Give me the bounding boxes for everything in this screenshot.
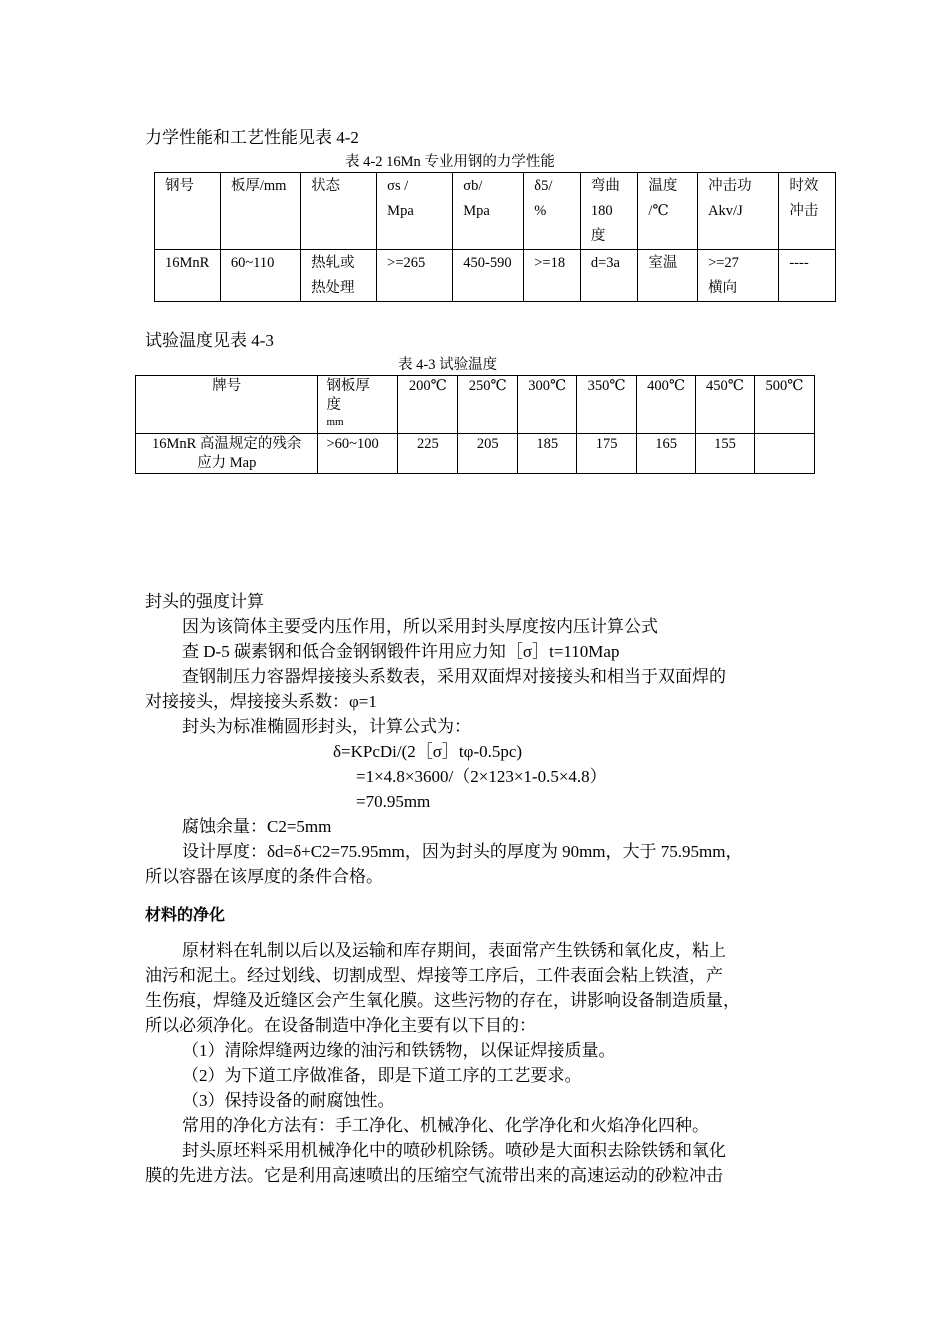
header-yield-strength: σs / Mpa [377, 173, 453, 250]
cell-temp-250: 205 [458, 434, 518, 474]
table-4-3 [135, 375, 815, 474]
cell-bend: d=3a [580, 250, 638, 302]
cell-temperature: 室温 [638, 250, 698, 302]
paragraph-line: 膜的先进方法。它是利用高速喷出的压缩空气流带出来的高速运动的砂粒冲击 [145, 1166, 723, 1185]
cell-temp-400: 165 [637, 434, 696, 474]
header-temperature: 温度 /℃ [638, 173, 698, 250]
table-4-3-header-row [136, 376, 815, 434]
table-4-3-caption: 表 4-3 试验温度 [398, 357, 498, 373]
header-condition: 状态 [301, 173, 377, 250]
header-plate-thickness: 钢板厚 度 mm [318, 376, 398, 434]
table-4-2-data-row [155, 250, 836, 302]
cell-tensile-strength: 450-590 [453, 250, 524, 302]
paragraph-line: 所以必须净化。在设备制造中净化主要有以下目的： [145, 1016, 536, 1035]
header-elongation: δ5/ % [524, 173, 581, 250]
cell-yield-strength: >=265 [377, 250, 453, 302]
cell-thickness: 60~110 [220, 250, 300, 302]
cell-temp-500 [754, 434, 814, 474]
header-temp-450: 450℃ [696, 376, 755, 434]
header-temp-200: 200℃ [398, 376, 458, 434]
table-4-3-data-row [136, 434, 815, 474]
cell-grade-desc: 16MnR 高温规定的残余 应力 Map [136, 434, 318, 474]
section-title-material-cleaning: 材料的净化 [145, 905, 226, 924]
paragraph-line: 设计厚度：δd=δ+C2=75.95mm，因为封头的厚度为 90mm，大于 75.95mm， [182, 842, 743, 861]
header-tensile-strength: σb/ Mpa [453, 173, 524, 250]
header-temp-300: 300℃ [518, 376, 577, 434]
paragraph-line: 封头为标准椭圆形封头，计算公式为： [182, 717, 471, 736]
cell-temp-350: 175 [577, 434, 637, 474]
cell-temp-300: 185 [518, 434, 577, 474]
header-temp-500: 500℃ [754, 376, 814, 434]
header-temp-250: 250℃ [458, 376, 518, 434]
formula-line: =1×4.8×3600/（2×123×1-0.5×4.8） [356, 767, 607, 786]
intro-table-4-2: 力学性能和工艺性能见表 4-2 [145, 128, 359, 147]
table-4-2-caption: 表 4-2 16Mn 专业用钢的力学性能 [345, 154, 555, 170]
paragraph-line: 腐蚀余量：C2=5mm [182, 817, 332, 836]
header-grade: 牌号 [136, 376, 318, 434]
cell-condition: 热轧或 热处理 [301, 250, 377, 302]
paragraph-line: 原材料在轧制以后以及运输和库存期间，表面常产生铁锈和氧化皮，粘上 [182, 941, 726, 960]
header-temp-400: 400℃ [637, 376, 696, 434]
list-item: （1）清除焊缝两边缘的油污和铁锈物，以保证焊接质量。 [182, 1041, 616, 1060]
paragraph-line: 对接接头，焊接接头系数：φ=1 [145, 692, 377, 711]
cell-impact-energy: >=27 横向 [698, 250, 779, 302]
intro-table-4-3: 试验温度见表 4-3 [145, 331, 274, 350]
cell-elongation: >=18 [524, 250, 581, 302]
header-temp-350: 350℃ [577, 376, 637, 434]
paragraph-line: 因为该筒体主要受内压作用，所以采用封头厚度按内压计算公式 [182, 617, 658, 636]
paragraph-line: 常用的净化方法有：手工净化、机械净化、化学净化和火焰净化四种。 [182, 1116, 709, 1135]
list-item: （3）保持设备的耐腐蚀性。 [182, 1091, 395, 1110]
formula-line: =70.95mm [356, 792, 431, 811]
list-item: （2）为下道工序做准备，即是下道工序的工艺要求。 [182, 1066, 582, 1085]
cell-plate-thickness: >60~100 [318, 434, 398, 474]
paragraph-line: 查 D-5 碳素钢和低合金钢钢锻件许用应力知［σ］t=110Map [182, 642, 620, 661]
paragraph-line: 查钢制压力容器焊接接头系数表，采用双面焊对接接头和相当于双面焊的 [182, 667, 726, 686]
table-4-2 [154, 172, 836, 302]
paragraph-line: 生伤痕，焊缝及近缝区会产生氧化膜。这些污物的存在，讲影响设备制造质量， [145, 991, 740, 1010]
paragraph-line: 所以容器在该厚度的条件合格。 [145, 867, 383, 886]
header-aging-impact: 时效 冲击 [779, 173, 836, 250]
header-thickness: 板厚/mm [220, 173, 300, 250]
paragraph-line: 油污和泥土。经过划线、切割成型、焊接等工序后，工件表面会粘上铁渣，产 [145, 966, 723, 985]
section-title-head-strength: 封头的强度计算 [145, 592, 264, 611]
paragraph-line: 封头原坯料采用机械净化中的喷砂机除锈。喷砂是大面积去除铁锈和氧化 [182, 1141, 726, 1160]
formula-line: δ=KPcDi/(2［σ］tφ-0.5pc) [333, 742, 523, 761]
table-4-2-header-row [155, 173, 836, 250]
cell-steel-grade: 16MnR [155, 250, 221, 302]
header-impact-energy: 冲击功 Akv/J [698, 173, 779, 250]
cell-temp-200: 225 [398, 434, 458, 474]
header-steel-grade: 钢号 [155, 173, 221, 250]
cell-temp-450: 155 [696, 434, 755, 474]
cell-aging-impact: ---- [779, 250, 836, 302]
header-bend: 弯曲 180 度 [580, 173, 638, 250]
